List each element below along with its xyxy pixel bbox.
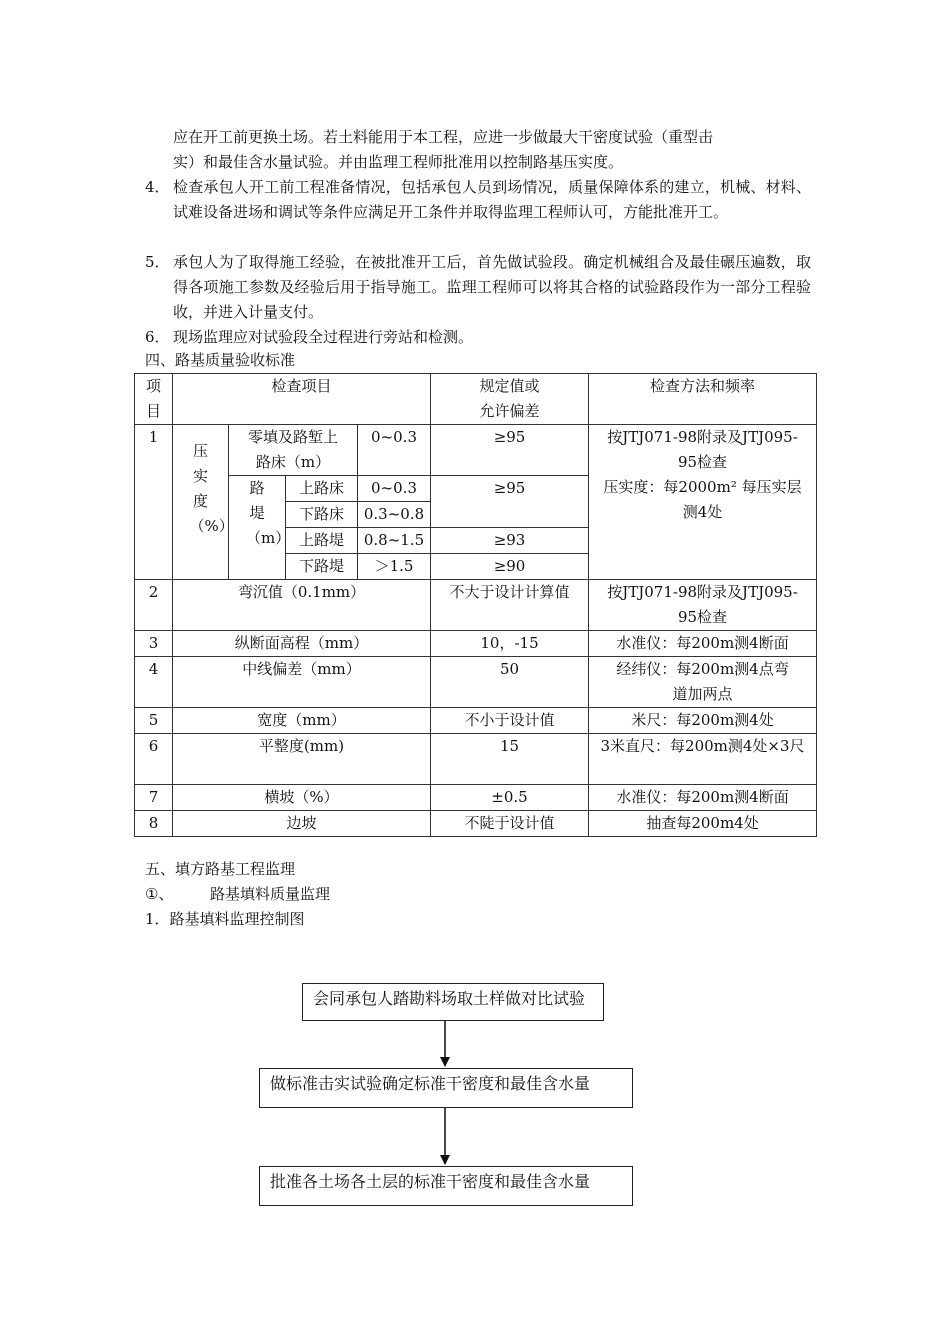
section-4-title: 四、路基质量验收标准: [145, 351, 296, 369]
compaction-group: 压实度（%）: [173, 425, 229, 580]
table-row: 5 宽度（mm） 不小于设计值 米尺：每200m测4处: [135, 708, 817, 734]
flow-box-2: 做标准击实试验确定标准干密度和最佳含水量: [259, 1068, 633, 1108]
section-5-title: 五、填方路基工程监理: [145, 860, 296, 878]
lower-embankment-value: ≥90: [431, 554, 589, 580]
intro-line-1: 应在开工前更换土场。若土料能用于本工程，应进一步做最大干密度试验（重型击: [173, 128, 714, 146]
list-item-number: 5．: [145, 253, 170, 271]
table-row: 6 平整度(mm) 15 3米直尺：每200m测4处×3尺: [135, 734, 817, 785]
upper-roadbed-name: 上路床: [286, 476, 358, 502]
list-item-number: 6．: [145, 328, 170, 346]
upper-roadbed-range: 0~0.3: [358, 476, 431, 502]
roadbed-value: ≥95: [431, 476, 589, 528]
list-item-text: 检查承包人开工前工程准备情况，包括承包人员到场情况，质量保障体系的建立，机械、材料、试难设备进场和调试等条件应满足开工条件并取得监理工程师认可，方能批准开工。: [173, 178, 811, 221]
lower-embankment-name: 下路堤: [286, 554, 358, 580]
header-spec: 规定值或允许偏差: [431, 374, 589, 425]
subsection-1-number: ①、: [145, 885, 174, 903]
flow-box-1: 会同承包人踏勘料场取土样做对比试验: [302, 983, 604, 1021]
intro-line-2: 实）和最佳含水量试验。并由监理工程师批准用以控制路基压实度。: [173, 153, 624, 171]
row-1-method: 按JTJ071-98附录及JTJ095-95检查 压实度：每2000m² 每压实层测4处: [589, 425, 817, 580]
list-item-text: 现场监理应对试验段全过程进行旁站和检测。: [173, 328, 474, 346]
upper-embankment-range: 0.8~1.5: [358, 528, 431, 554]
list-item-text: 承包人为了取得施工经验，在被批准开工后，首先做试验段。确定机械组合及最佳碾压遍数，取得各项施工参数及经验后用于指导施工。监理工程师可以将其合格的试验路段作为一部分工程验收，并进入计量支付。: [173, 253, 811, 321]
upper-embankment-value: ≥93: [431, 528, 589, 554]
header-check: 检查项目: [173, 374, 431, 425]
lower-roadbed-name: 下路床: [286, 502, 358, 528]
table-row: 3 纵断面高程（mm） 10，-15 水准仪：每200m测4断面: [135, 631, 817, 657]
upper-embankment-name: 上路堤: [286, 528, 358, 554]
subsection-1-item: 1．路基填料监理控制图: [145, 910, 305, 928]
row-1-no: 1: [135, 425, 173, 580]
subsection-1-title: 路基填料质量监理: [210, 885, 331, 903]
table-row: 7 横坡（%） ±0.5 水准仪：每200m测4断面: [135, 785, 817, 811]
table-row: 4 中线偏差（mm） 50 经纬仪：每200m测4点弯道加两点: [135, 657, 817, 708]
table-row: 8 边坡 不陡于设计值 抽查每200m4处: [135, 811, 817, 837]
header-item: 项目: [135, 374, 173, 425]
lower-roadbed-range: 0.3~0.8: [358, 502, 431, 528]
cut-subgrade-name: 零填及路堑上路床（m）: [229, 425, 358, 476]
table-row: 2 弯沉值（0.1mm） 不大于设计计算值 按JTJ071-98附录及JTJ095-95检查: [135, 580, 817, 631]
list-item-number: 4．: [145, 178, 170, 196]
header-method: 检查方法和频率: [589, 374, 817, 425]
cut-subgrade-range: 0~0.3: [358, 425, 431, 476]
lower-embankment-range: ＞1.5: [358, 554, 431, 580]
embankment-group: 路堤（m）: [229, 476, 286, 580]
cut-subgrade-value: ≥95: [431, 425, 589, 476]
flow-box-3: 批准各土场各土层的标准干密度和最佳含水量: [259, 1166, 633, 1206]
